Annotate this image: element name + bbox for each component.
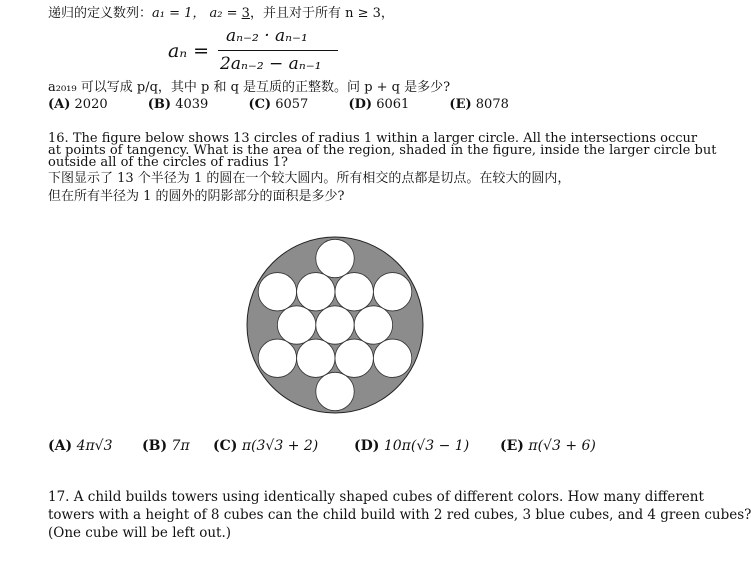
p16-choice-a: (A) 4π√3	[48, 438, 113, 454]
small-circle-6	[277, 306, 315, 344]
prev-choice-b: (B) 4039	[147, 97, 209, 112]
small-circle-8	[354, 306, 392, 344]
p17-line-2: towers with a height of 8 cubes can the child build with 2 red cubes, 3 blue cubes, and 4 green cubes?	[48, 507, 751, 523]
prev-intro-suffix: ，并且对于所有 n ≥ 3，	[249, 6, 394, 21]
p17-line-1: 17. A child builds towers using identically shaped cubes of different colors. How many different	[48, 489, 704, 505]
problem17-text	[48, 488, 751, 542]
prev-choice-d: (D) 6061	[348, 97, 410, 112]
formula-numerator: aₙ₋₂ · aₙ₋₁	[226, 26, 308, 46]
prev-intro-line	[48, 6, 394, 21]
small-circle-5	[373, 273, 411, 311]
p16-en-line-1: 16. The figure below shows 13 circles of radius 1 within a larger circle. All the intersections occur	[48, 131, 698, 146]
prev-choice-c: (C) 6057	[248, 97, 309, 112]
small-circle-12	[373, 339, 411, 377]
prev-intro-label: 递归的定义数列：	[48, 6, 153, 21]
formula-denominator: 2aₙ₋₂ − aₙ₋₁	[220, 54, 322, 74]
a1-text: a₁ = 1，	[152, 6, 206, 21]
fraction-bar	[218, 50, 338, 51]
a2-value: 3	[241, 6, 250, 21]
p16-choice-b: (B) 7π	[142, 438, 190, 454]
p16-en-line-2: at points of tangency. What is the area of the region, shaded in the figure, inside the larger circle but	[48, 143, 717, 158]
p16-choice-e: (E) π(√3 + 6)	[500, 438, 596, 454]
p16-en-line-3: outside all of the circles of radius 1?	[48, 155, 289, 170]
p16-choice-c: (C) π(3√3 + 2)	[213, 438, 319, 454]
prev-question: a₂₀₁₉ 可以写成 p/q，其中 p 和 q 是互质的正整数。问 p + q 是多少?	[48, 80, 451, 95]
formula-lhs: aₙ =	[168, 40, 209, 62]
small-circle-10	[297, 339, 335, 377]
small-circle-3	[297, 273, 335, 311]
p16-cn-line-1: 下图显示了 13 个半径为 1 的圆在一个较大圆内。所有相交的点都是切点。在较大的圆内，	[48, 171, 571, 186]
small-circle-9	[258, 339, 296, 377]
small-circle-1	[316, 239, 354, 277]
p17-line-3: (One cube will be left out.)	[48, 525, 232, 541]
prev-choice-e: (E) 8078	[449, 97, 509, 112]
p16-choice-d: (D) 10π(√3 − 1)	[354, 438, 470, 454]
small-circle-11	[335, 339, 373, 377]
p16-cn-line-2: 但在所有半径为 1 的圆外的阴影部分的面积是多少?	[48, 189, 345, 204]
prev-choice-a: (A) 2020	[48, 97, 108, 112]
problem16-text	[48, 131, 717, 206]
circles-figure	[240, 231, 430, 421]
small-circle-7	[316, 306, 354, 344]
prev-choices	[48, 97, 545, 112]
recurrence-formula	[168, 26, 338, 76]
a2-prefix: a₂ =	[209, 6, 242, 21]
small-circle-13	[316, 372, 354, 410]
small-circle-2	[258, 273, 296, 311]
p16-number: 16.	[48, 131, 69, 146]
small-circle-4	[335, 273, 373, 311]
